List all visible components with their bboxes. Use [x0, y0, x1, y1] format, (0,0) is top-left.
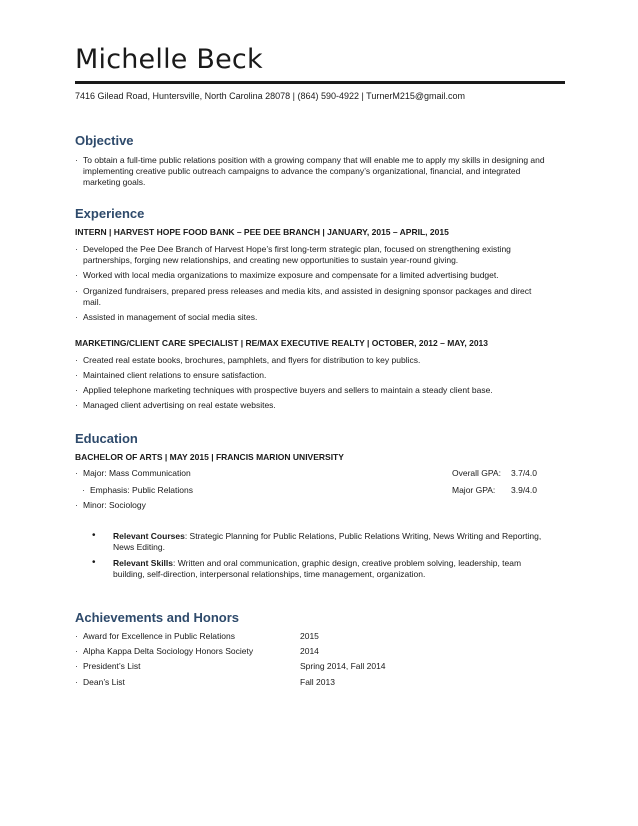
honor-date: 2015	[300, 631, 319, 641]
bullet-dot: ·	[75, 355, 78, 365]
bullet-dot: ·	[75, 631, 78, 641]
job-bullet	[75, 400, 545, 411]
job-bullet	[75, 385, 545, 396]
skills-text: : Written and oral communication, graphic design, creative problem solving, leadership, team building, self-direction, interpersonal relationships, time management, organization.	[113, 558, 522, 579]
minor-text: Minor: Sociology	[83, 500, 146, 510]
bullet-dot: •	[92, 530, 96, 541]
bullet-dot: ·	[75, 370, 78, 380]
job-bullet	[75, 270, 545, 281]
bullet-dot: ·	[75, 244, 78, 254]
job-bullet-text: Created real estate books, brochures, pamphlets, and flyers for distribution to key publics.	[83, 355, 421, 365]
major-gpa-value: 3.9/4.0	[511, 485, 537, 495]
honor-award: Alpha Kappa Delta Sociology Honors Society	[83, 646, 254, 656]
job-bullet-text: Applied telephone marketing techniques with prospective buyers and sellers to maintain a steady client base.	[83, 385, 493, 395]
major-gpa-label: Major GPA:	[452, 485, 496, 495]
job-bullet	[75, 312, 545, 323]
skills-label: Relevant Skills	[113, 558, 174, 568]
bullet-dot: ·	[82, 485, 85, 495]
bullet-dot: ·	[75, 661, 78, 671]
bullet-dot: ·	[75, 312, 78, 322]
candidate-name: Michelle Beck	[75, 44, 263, 75]
objective-text: To obtain a full-time public relations position with a growing company that will enable me to apply my skills in designing and implementing creative public outreach campaigns to advance the company’s organizational, financial, and integrated marketing goals.	[83, 155, 545, 187]
objective-heading: Objective	[75, 133, 134, 148]
education-emphasis	[82, 485, 442, 496]
job-title: MARKETING/CLIENT CARE SPECIALIST | RE/MAX EXECUTIVE REALTY | OCTOBER, 2012 – MAY, 2013	[75, 338, 488, 348]
honor-award: Award for Excellence in Public Relations	[83, 631, 235, 641]
job-bullet-text: Assisted in management of social media sites.	[83, 312, 258, 322]
job-bullet	[75, 355, 545, 366]
bullet-dot: ·	[75, 677, 78, 687]
bullet-dot: ·	[75, 155, 78, 165]
bullet-dot: ·	[75, 468, 78, 478]
education-heading: Education	[75, 431, 138, 446]
objective-item	[75, 155, 545, 188]
honor-award: Dean’s List	[83, 677, 125, 687]
bullet-dot: ·	[75, 270, 78, 280]
job-bullet	[75, 370, 545, 381]
job-bullet-text: Organized fundraisers, prepared press releases and media kits, and assisted in designing sponsor packages and direct mail.	[83, 286, 532, 307]
relevant-courses	[92, 531, 542, 553]
bullet-dot: •	[92, 557, 96, 568]
job-title: INTERN | HARVEST HOPE FOOD BANK – PEE DEE BRANCH | JANUARY, 2015 – APRIL, 2015	[75, 227, 449, 237]
education-minor	[75, 500, 545, 511]
major-text: Major: Mass Communication	[83, 468, 191, 478]
bullet-dot: ·	[75, 400, 78, 410]
job-bullet-text: Developed the Pee Dee Branch of Harvest Hope’s first long-term strategic plan, focused on strengthening existing partnerships, forging new relationships, and creating new opportunities to sustain year-round giving.	[83, 244, 511, 265]
job-bullet	[75, 244, 545, 266]
courses-text: : Strategic Planning for Public Relations, Public Relations Writing, News Writing and Reporting, News Editing.	[113, 531, 542, 552]
experience-heading: Experience	[75, 206, 145, 221]
bullet-dot: ·	[75, 500, 78, 510]
honor-date: Fall 2013	[300, 677, 335, 687]
header-divider	[75, 81, 565, 84]
job-bullet-text: Managed client advertising on real estate websites.	[83, 400, 276, 410]
relevant-skills	[92, 558, 542, 580]
emphasis-text: Emphasis: Public Relations	[90, 485, 193, 495]
honor-date: 2014	[300, 646, 319, 656]
overall-gpa-value: 3.7/4.0	[511, 468, 537, 478]
honor-award: President’s List	[83, 661, 141, 671]
job-bullet-text: Maintained client relations to ensure satisfaction.	[83, 370, 267, 380]
overall-gpa-label: Overall GPA:	[452, 468, 501, 478]
courses-label: Relevant Courses	[113, 531, 185, 541]
bullet-dot: ·	[75, 286, 78, 296]
honor-date: Spring 2014, Fall 2014	[300, 661, 386, 671]
job-bullet	[75, 286, 545, 308]
job-bullet-text: Worked with local media organizations to maximize exposure and compensate for a limited advertising budget.	[83, 270, 499, 280]
achievements-heading: Achievements and Honors	[75, 610, 239, 625]
bullet-dot: ·	[75, 385, 78, 395]
degree-title: BACHELOR OF ARTS | MAY 2015 | FRANCIS MARION UNIVERSITY	[75, 452, 344, 462]
contact-line: 7416 Gilead Road, Huntersville, North Carolina 28078 | (864) 590-4922 | TurnerM215@gmail.com	[75, 91, 466, 101]
bullet-dot: ·	[75, 646, 78, 656]
